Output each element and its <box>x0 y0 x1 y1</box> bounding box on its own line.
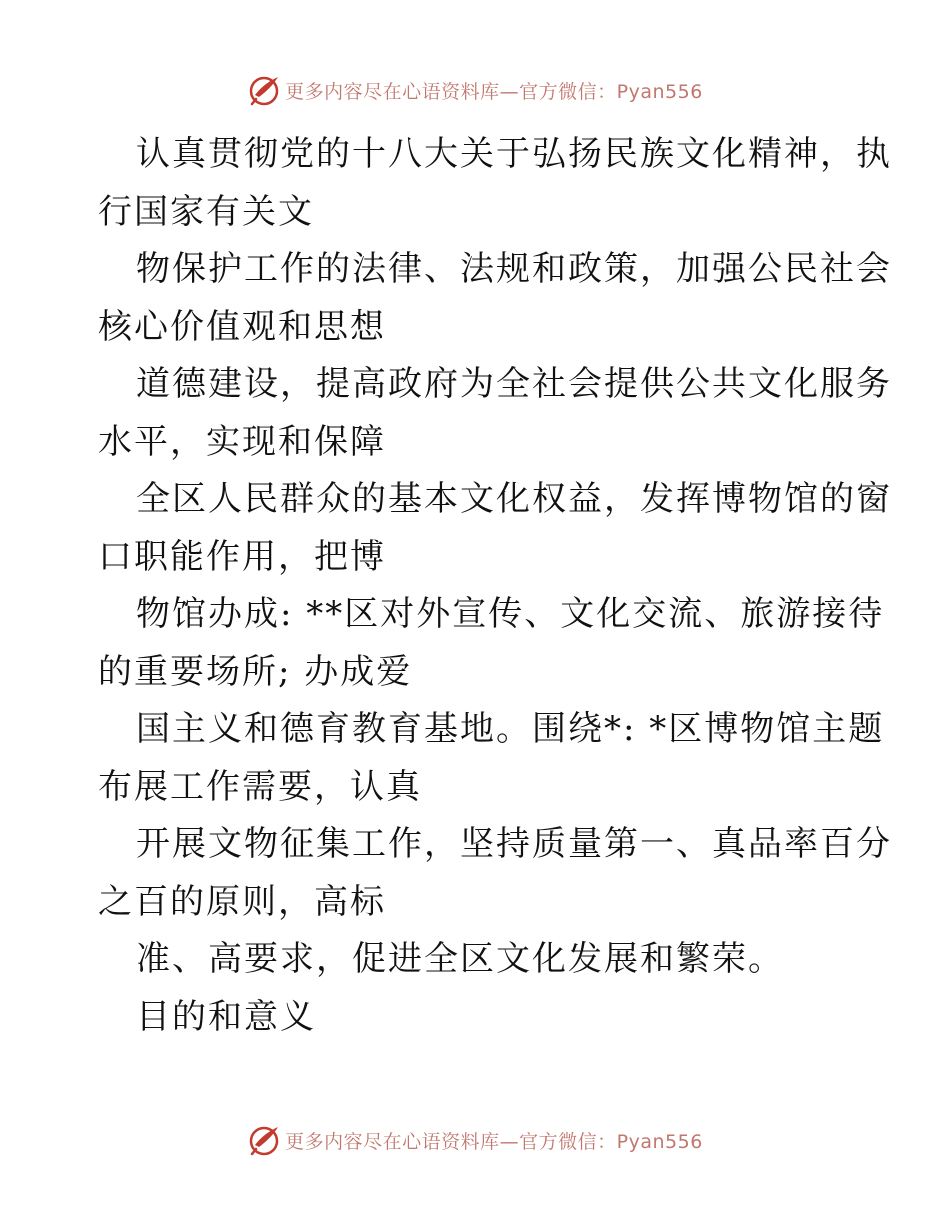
watermark-text: 更多内容尽在心语资料库—官方微信：Pyan556 <box>285 80 703 103</box>
header-watermark <box>0 70 950 110</box>
body-line: 核心价值观和思想 <box>98 306 386 347</box>
body-line: 道德建设，提高政府为全社会提供公共文化服务 <box>136 364 892 404</box>
quill-pen-logo-icon <box>247 1123 281 1157</box>
footer-watermark <box>0 1120 950 1160</box>
document-body <box>98 126 892 1046</box>
body-line: 物馆办成: **区对外宣传、文化交流、旅游接待 <box>136 594 885 634</box>
body-line: 全区人民群众的基本文化权益，发挥博物馆的窗 <box>136 479 892 519</box>
quill-pen-logo-icon <box>247 73 281 107</box>
body-line: 的重要场所; 办成爱 <box>98 651 413 692</box>
body-line: 水平，实现和保障 <box>98 421 386 462</box>
body-line: 之百的原则，高标 <box>98 881 386 922</box>
body-line: 物保护工作的法律、法规和政策，加强公民社会 <box>136 249 892 289</box>
body-line: 布展工作需要，认真 <box>98 766 422 807</box>
body-line: 国主义和德育教育基地。围绕*: *区博物馆主题 <box>136 709 885 749</box>
watermark-text: 更多内容尽在心语资料库—官方微信：Pyan556 <box>285 1130 703 1153</box>
body-line: 开展文物征集工作，坚持质量第一、真品率百分 <box>136 824 892 864</box>
body-line: 准、高要求，促进全区文化发展和繁荣。 <box>136 939 784 979</box>
body-line: 行国家有关文 <box>98 191 314 232</box>
section-heading: 目的和意义 <box>136 996 316 1037</box>
body-line: 认真贯彻党的十八大关于弘扬民族文化精神，执 <box>136 134 892 174</box>
body-line: 口职能作用，把博 <box>98 536 386 577</box>
